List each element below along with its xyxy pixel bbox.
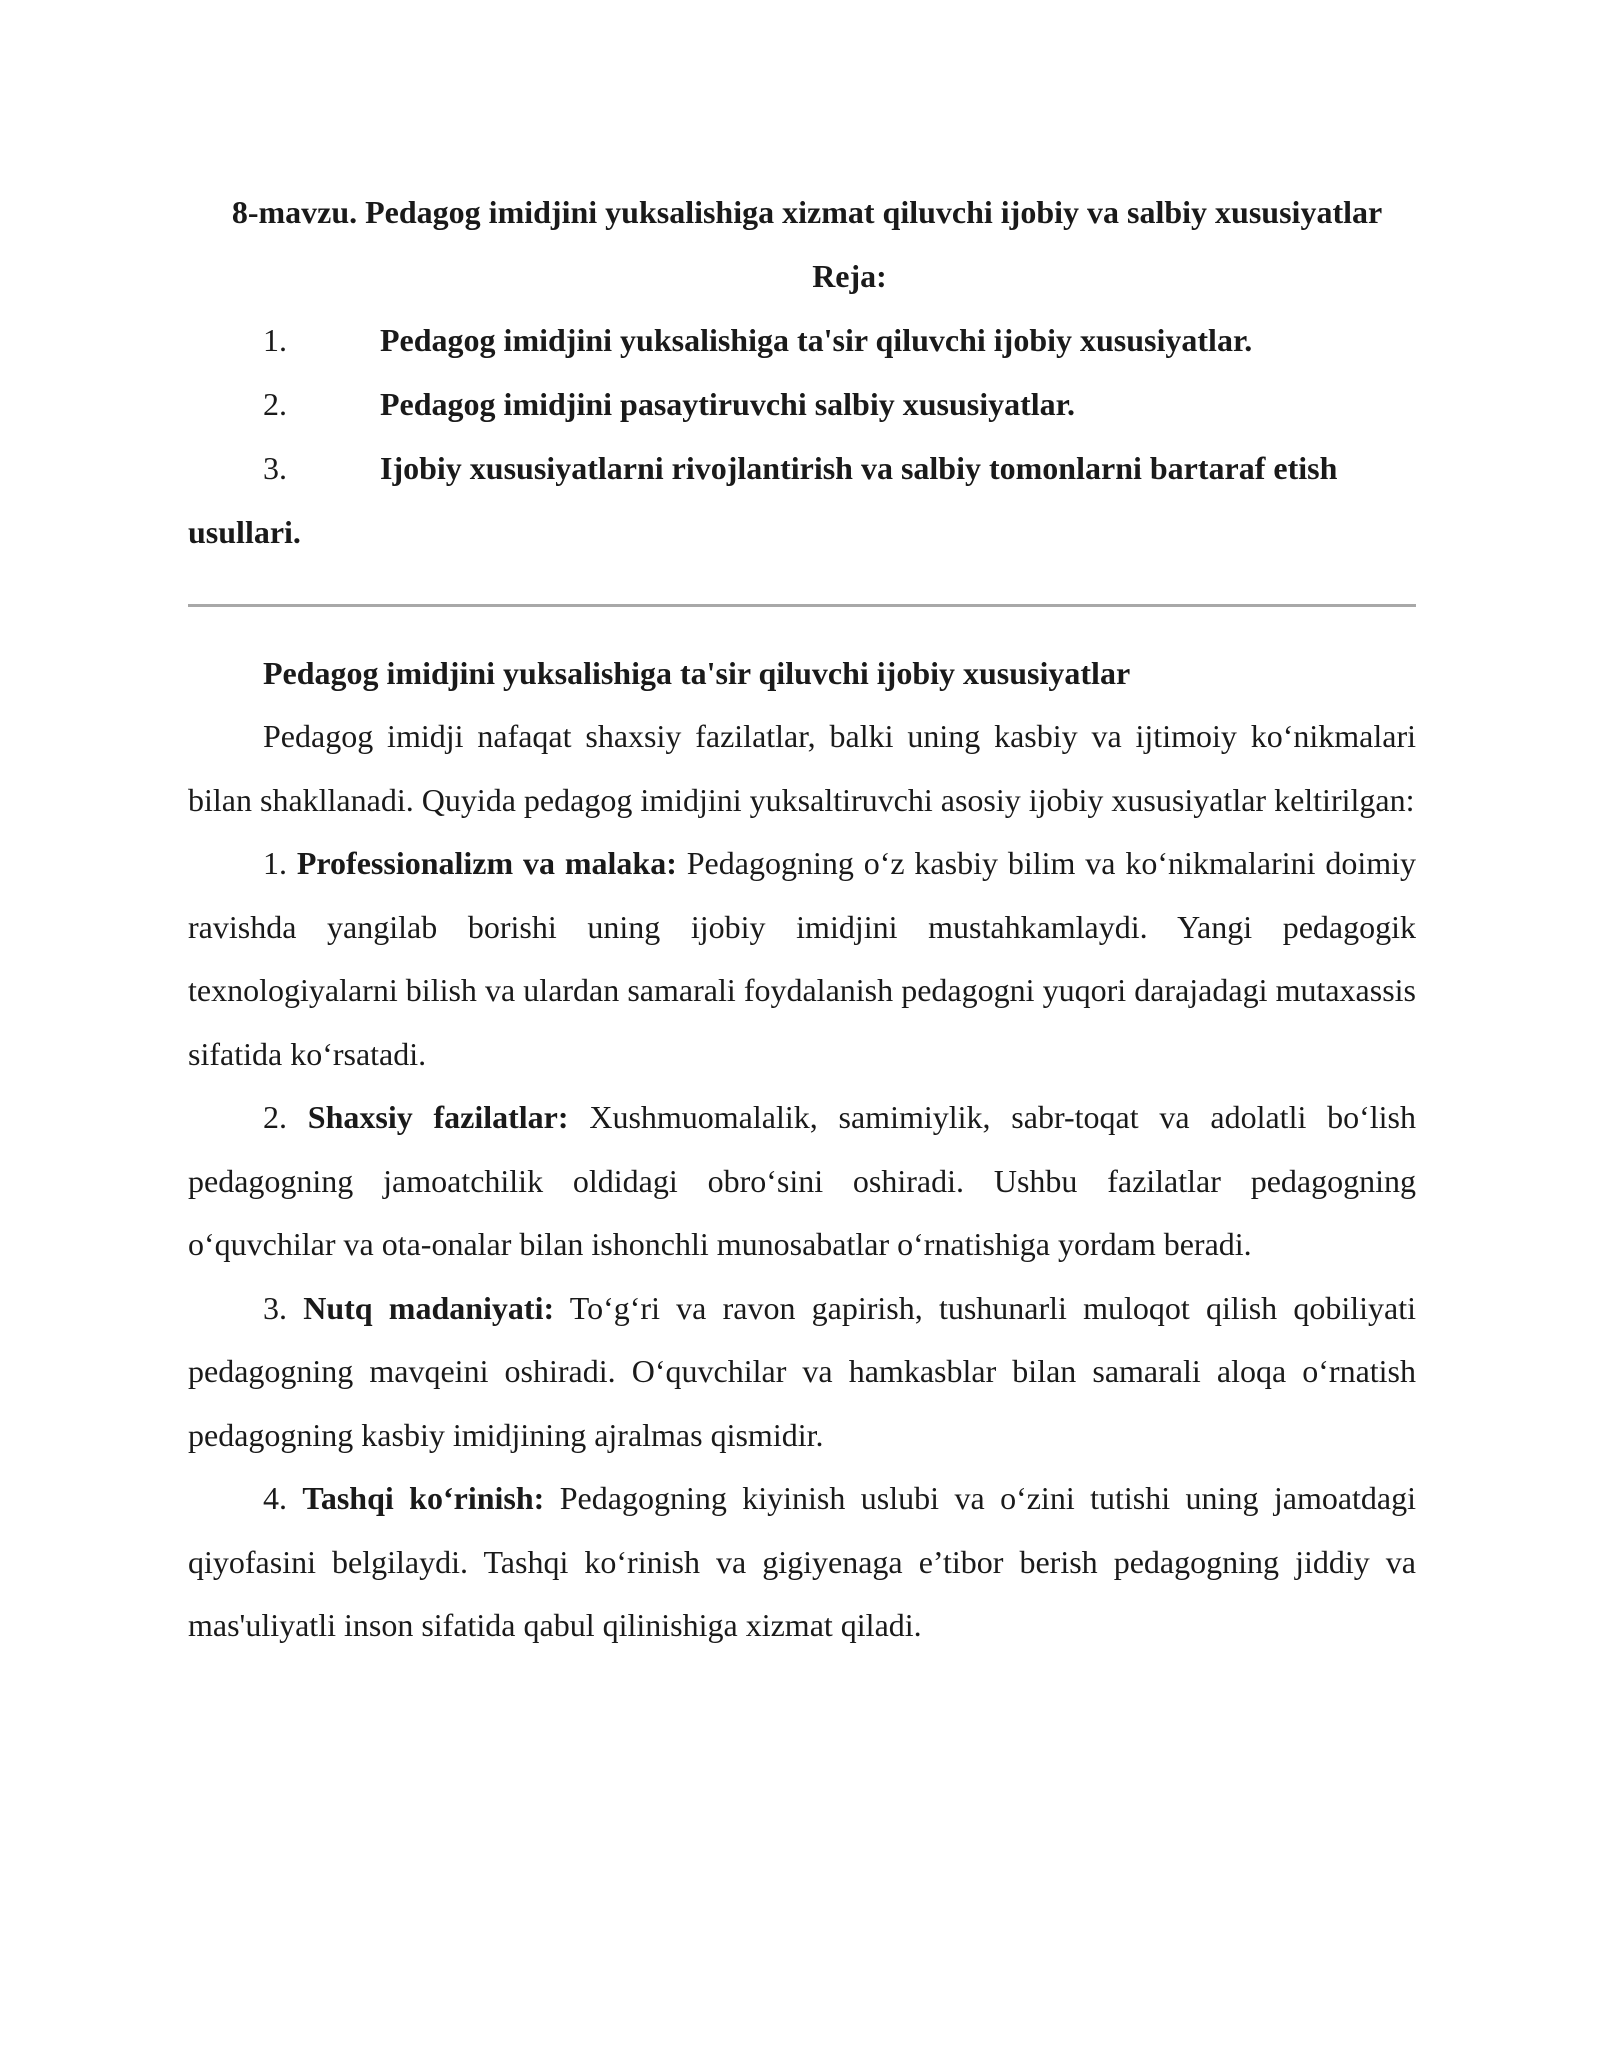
plan-item-3 xyxy=(188,436,1416,564)
plan-item-1 xyxy=(188,308,1416,372)
point-number: 1. xyxy=(263,845,287,881)
section-heading: Pedagog imidjini yuksalishiga ta'sir qiluvchi ijobiy xususiyatlar xyxy=(263,655,1131,691)
point-term: Shaxsiy fazilatlar: xyxy=(307,1099,569,1135)
plan-item-number: 2. xyxy=(263,386,287,422)
point-term: Tashqi ko‘rinish: xyxy=(302,1480,545,1516)
point-term: Professionalizm va malaka: xyxy=(296,845,677,881)
point-text: Pedagogning kiyinish uslubi va o‘zini tutishi uning jamoatdagi qiyofasini belgilaydi. Tashqi ko‘rinish va gigiyenaga e’tibor berish pedagogning jiddiy va mas'uliyatli inson sifatida qabul qilinishiga xizmat qiladi. xyxy=(188,1480,1417,1643)
plan-item-2 xyxy=(188,372,1416,436)
section-divider xyxy=(188,604,1416,607)
point-paragraph-4 xyxy=(188,1467,1416,1658)
point-term: Nutq madaniyati: xyxy=(303,1289,555,1326)
plan-list xyxy=(188,308,1416,564)
point-text: Xushmuomalalik, samimiylik, sabr-toqat va adolatli bo‘lish pedagogning jamoatchilik oldidagi obro‘sini oshiradi. Ushbu fazilatlar pedagogning o‘quvchilar va ota-onalar bilan ishonchli munosabatlar o‘rnatishiga yordam beradi. xyxy=(188,1099,1417,1262)
plan-item-number: 1. xyxy=(263,322,287,358)
point-number: 4. xyxy=(263,1480,287,1516)
point-text: To‘g‘ri va ravon gapirish, tushunarli muloqot qilish qobiliyati pedagogning mavqeini oshiradi. O‘quvchilar va hamkasblar bilan samarali aloqa o‘rnatish pedagogning kasbiy imidjining ajralmas qismidir. xyxy=(188,1289,1417,1453)
document-page xyxy=(188,180,1416,1658)
plan-item-text: Ijobiy xususiyatlarni rivojlantirish va salbiy tomonlarni bartaraf etish usullari. xyxy=(188,450,1338,550)
plan-label: Reja: xyxy=(812,258,887,294)
point-text: Pedagogning o‘z kasbiy bilim va ko‘nikmalarini doimiy ravishda yangilab borishi uning ijobiy imidjini mustahkamlaydi. Yangi pedagogik texnologiyalarni bilish va ulardan samarali foydalanish pedagogni yuqori darajadagi mutaxassis sifatida ko‘rsatadi. xyxy=(188,845,1417,1072)
point-number: 3. xyxy=(263,1289,287,1326)
plan-item-text: Pedagog imidjini yuksalishiga ta'sir qiluvchi ijobiy xususiyatlar. xyxy=(380,322,1253,358)
point-paragraph-1 xyxy=(188,832,1416,1086)
plan-item-text: Pedagog imidjini pasaytiruvchi salbiy xususiyatlar. xyxy=(380,386,1075,422)
plan-item-number: 3. xyxy=(263,450,287,486)
intro-paragraph: Pedagog imidji nafaqat shaxsiy fazilatlar, balki uning kasbiy va ijtimoiy ko‘nikmalari bilan shakllanadi. Quyida pedagog imidjini yuksaltiruvchi asosiy ijobiy xususiyatlar keltirilgan: xyxy=(188,718,1416,818)
point-number: 2. xyxy=(263,1099,287,1135)
document-title: 8-mavzu. Pedagog imidjini yuksalishiga xizmat qiluvchi ijobiy va salbiy xususiyatlar xyxy=(231,194,1383,230)
point-paragraph-3 xyxy=(188,1277,1416,1468)
point-paragraph-2 xyxy=(188,1086,1416,1277)
